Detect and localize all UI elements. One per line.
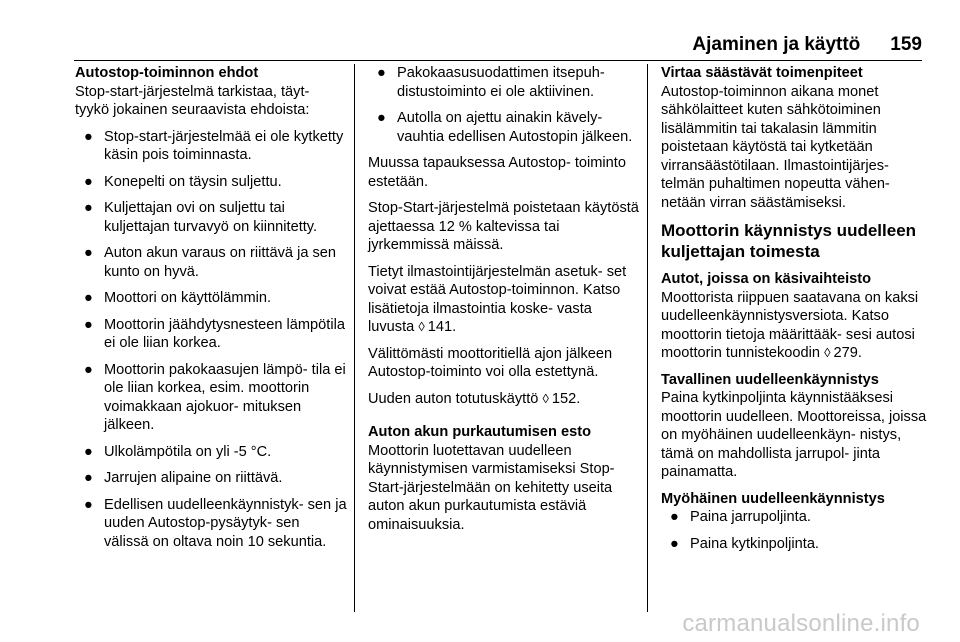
bullet-icon: ● xyxy=(670,509,679,525)
power-saving-heading: Virtaa säästävät toimenpiteet xyxy=(661,65,863,81)
late-restart-list xyxy=(661,508,933,553)
list-item: ● Paina jarrupoljinta. xyxy=(670,509,811,525)
bullet-icon: ● xyxy=(84,245,93,261)
bullet-icon: ● xyxy=(84,496,93,513)
paragraph: Välittömästi moottoritiellä ajon jälkeen Autostop-toiminto voi olla estettynä. xyxy=(368,345,613,380)
column-1 xyxy=(75,64,347,559)
battery-discharge-heading: Auton akun purkautumisen esto xyxy=(368,424,591,440)
page-header xyxy=(692,16,922,56)
page-ref-icon: ◊ xyxy=(824,345,831,360)
paragraph: Moottorista riippuen saatavana on kaksi uudelleenkäynnistysversiota. Katso moottorin tietoja määrittääk- sesi autosi moottorin tunnistekoodin ◊ 279. xyxy=(661,289,919,361)
bullet-icon: ● xyxy=(84,173,93,190)
list-item: ● Konepelti on täysin suljettu. xyxy=(84,173,282,190)
chapter-title: Ajaminen ja käyttö xyxy=(692,34,861,55)
paragraph: Muussa tapauksessa Autostop- toiminto estetään. xyxy=(368,155,626,190)
list-item: ● Autolla on ajettu ainakin kävely- vauhtia edellisen Autostopin jälkeen. xyxy=(377,110,633,145)
header-rule xyxy=(74,60,922,61)
list-item: ● Moottori on käyttölämmin. xyxy=(84,290,272,306)
column-2 xyxy=(368,64,640,542)
bullet-icon: ● xyxy=(84,200,93,216)
autostop-conditions-intro: Stop-start-järjestelmä tarkistaa, täyt- tyykö jokainen seuraavista ehdoista: xyxy=(75,83,310,118)
manual-transmission-heading: Autot, joissa on käsivaihteisto xyxy=(661,271,872,287)
bullet-icon: ● xyxy=(84,290,93,306)
page-ref-icon: ◊ xyxy=(418,319,425,334)
autostop-conditions-list-cont xyxy=(368,64,640,146)
page-ref[interactable]: 279. xyxy=(833,345,862,361)
bullet-icon: ● xyxy=(377,65,386,81)
bullet-icon: ● xyxy=(84,470,93,486)
list-item: ● Moottorin jäähdytysnesteen lämpötila ei ole liian korkea. xyxy=(84,316,345,351)
column-divider-1 xyxy=(354,64,355,612)
list-item: ● Paina kytkinpoljinta. xyxy=(670,535,819,552)
paragraph: Paina kytkinpoljinta käynnistääksesi moottorin uudelleen. Moottoreissa, joissa on myöhäinen uudelleenkäyn- nistys, tämä on mahdollista jarrupol- jinta painamatta. xyxy=(661,390,927,480)
paragraph: Uuden auton totutuskäyttö ◊ 152. xyxy=(368,390,581,407)
bullet-icon: ● xyxy=(84,443,93,460)
list-item: ● Moottorin pakokaasujen lämpö- tila ei ole liian korkea, esim. moottorin voimakkaan ajokuor- mituksen jälkeen. xyxy=(84,361,346,433)
bullet-icon: ● xyxy=(84,316,93,333)
page-number: 159 xyxy=(890,34,922,55)
column-3 xyxy=(661,64,933,561)
list-item: ● Auton akun varaus on riittävä ja sen kunto on hyvä. xyxy=(84,245,337,280)
list-item: ● Kuljettajan ovi on suljettu tai kuljettajan turvavyö on kiinnitetty. xyxy=(84,200,318,235)
autostop-conditions-heading: Autostop-toiminnon ehdot xyxy=(75,65,259,81)
bullet-icon: ● xyxy=(84,128,93,145)
page-ref[interactable]: 152. xyxy=(551,390,581,407)
bullet-icon: ● xyxy=(377,110,386,126)
list-item: ● Pakokaasusuodattimen itsepuh- distustoiminto ei ole aktiivinen. xyxy=(377,65,605,100)
autostop-conditions-list xyxy=(75,128,347,552)
paragraph: Tietyt ilmastointijärjestelmän asetuk- set voivat estää Autostop-toiminnon. Katso lisätietoja ilmastointia koske- vasta luvusta ◊ 141. xyxy=(368,263,627,335)
list-item: ● Edellisen uudelleenkäynnistyk- sen ja uuden Autostop-pysäytyk- sen välissä on oltava noin 10 sekuntia. xyxy=(84,496,347,550)
list-item: ● Ulkolämpötila on yli -5 °C. xyxy=(84,443,272,460)
bullet-icon: ● xyxy=(84,361,93,378)
page-ref[interactable]: 141. xyxy=(427,319,457,335)
paragraph: Moottorin luotettavan uudelleen käynnistymisen varmistamiseksi Stop-Start-järjestelmään on kehitetty useita auton akun purkautumista estäviä ominaisuuksia. xyxy=(368,442,615,533)
bullet-icon: ● xyxy=(670,535,679,552)
paragraph: Stop-Start-järjestelmä poistetaan käytöstä ajettaessa 12 % kaltevissa tai jyrkemmissä mäissä. xyxy=(368,200,639,253)
section-title: Moottorin käynnistys uudelleen kuljettajan toimesta xyxy=(661,221,917,261)
column-divider-2 xyxy=(647,64,648,612)
paragraph: Autostop-toiminnon aikana monet sähkölaitteet kuten sähkötoiminen lisälämmitin tai takalasin lämmitin poistetaan käytöstä tai kytketään virransäästötilaan. Ilmastointijärjes- telmän puhaltimen nopeutta vähen- netään virran säästämiseksi. xyxy=(661,83,890,211)
page-ref-icon: ◊ xyxy=(542,390,549,406)
list-item: ● Stop-start-järjestelmää ei ole kytketty käsin pois toiminnasta. xyxy=(84,128,344,163)
watermark: carmanualsonline.info xyxy=(682,610,920,637)
late-restart-heading: Myöhäinen uudelleenkäynnistys xyxy=(661,490,885,507)
list-item: ● Jarrujen alipaine on riittävä. xyxy=(84,470,283,486)
normal-restart-heading: Tavallinen uudelleenkäynnistys xyxy=(661,371,879,388)
